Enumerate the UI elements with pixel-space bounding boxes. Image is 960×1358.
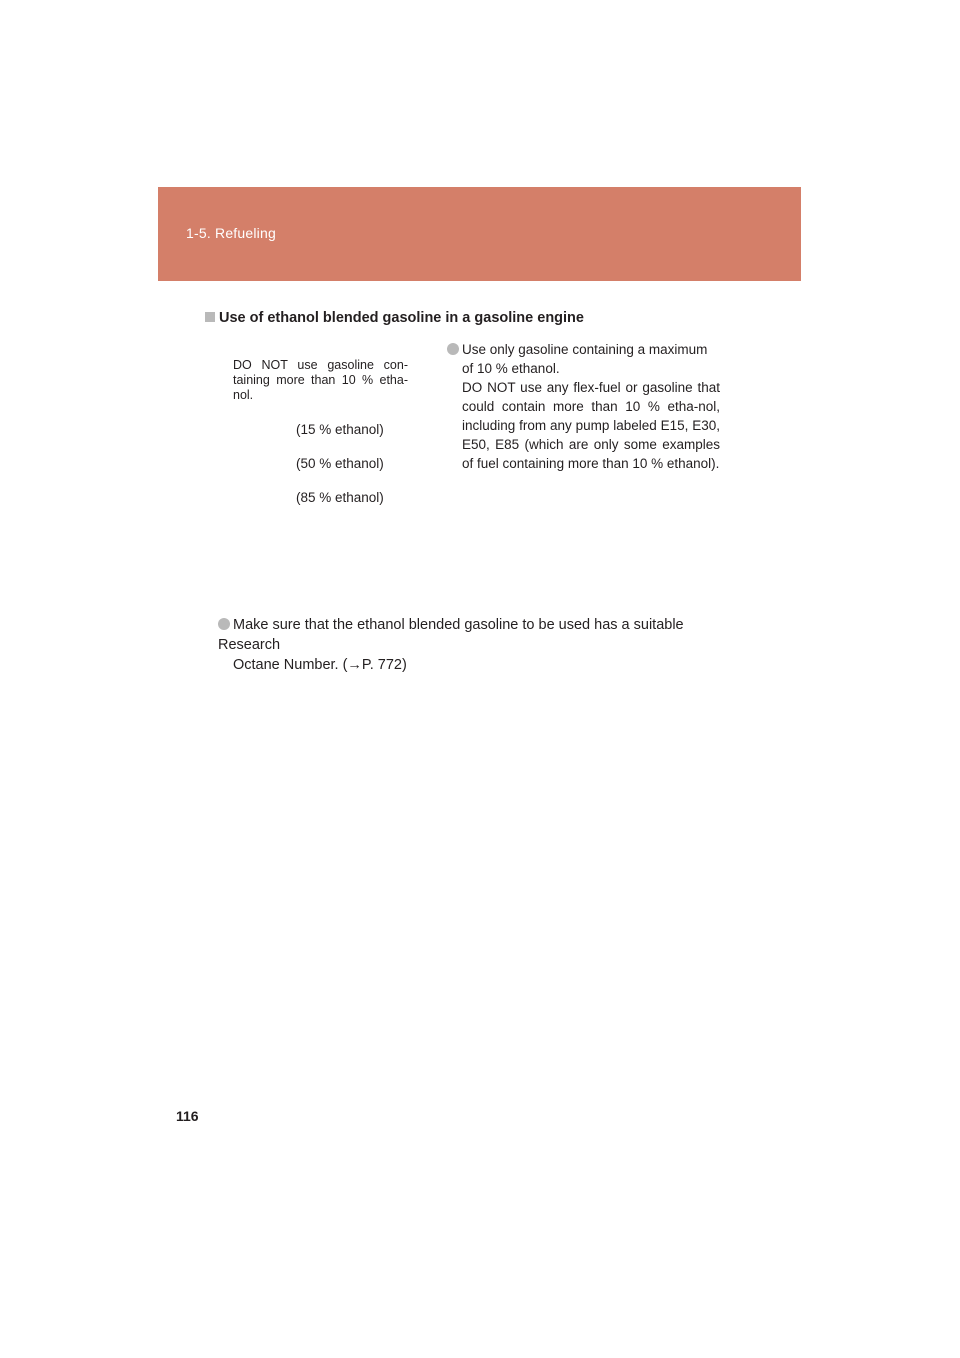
square-bullet-icon <box>205 312 215 322</box>
guidance-second-line: of 10 % ethanol. <box>462 361 560 376</box>
guidance-first-line: Use only gasoline containing a maximum <box>447 340 720 359</box>
octane-note-reference: Octane Number. (→P. 772) <box>233 657 407 673</box>
fuel-label-e85: (85 % ethanol) <box>296 490 384 505</box>
octane-note <box>218 615 728 675</box>
subsection-title: Use of ethanol blended gasoline in a gasoline engine <box>219 310 584 326</box>
octane-note-first-line: Make sure that the ethanol blended gasoline to be used has a suitable Research <box>218 617 684 653</box>
section-title: 1-5. Refueling <box>186 225 276 241</box>
subsection-heading <box>205 310 584 326</box>
fuel-label-list <box>296 420 384 522</box>
section-header-band <box>158 187 801 281</box>
circle-bullet-icon <box>218 618 230 630</box>
fuel-label-e50: (50 % ethanol) <box>296 456 384 471</box>
fuel-label-e15: (15 % ethanol) <box>296 422 384 437</box>
page-number: 116 <box>176 1108 199 1124</box>
circle-bullet-icon <box>447 343 459 355</box>
guidance-paragraph: DO NOT use any flex-fuel or gasoline that could contain more than 10 % etha-nol, including from any pump labeled E15, E30, E50, E85 (which are only some examples of fuel containing more than 10 % ethanol). <box>462 380 720 471</box>
ethanol-guidance <box>447 340 720 473</box>
warning-text: DO NOT use gasoline con-taining more than 10 % etha-nol. <box>233 358 408 402</box>
